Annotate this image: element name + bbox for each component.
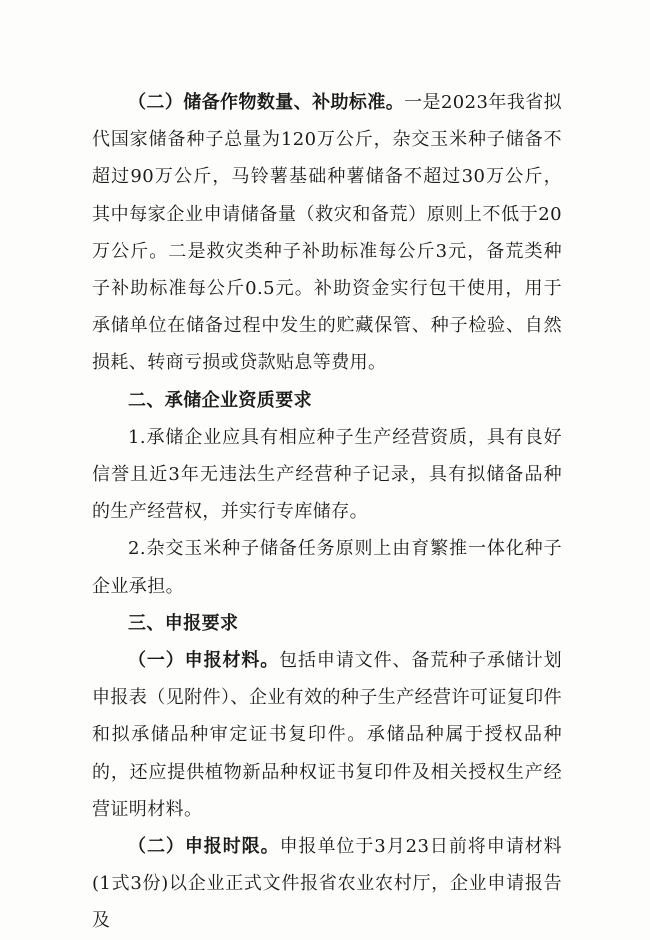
- paragraph-text: 一是2023年我省拟代国家储备种子总量为120万公斤，杂交玉米种子储备不超过90万公斤，马铃薯基础种薯储备不超过30万公斤，其中每家企业申请储备量（救灾和备荒）原则上不低于20万公斤。二是救灾类种子补助标准每公斤3元，备荒类种子补助标准每公斤0.5元。补助资金实行包干使用，用于承储单位在储备过程中发生的贮藏保管、种子检验、自然损耗、转商亏损或贷款贴息等费用。: [92, 92, 563, 374]
- document-body: [92, 84, 562, 940]
- paragraph-lead: （二）储备作物数量、补助标准。: [128, 92, 405, 113]
- paragraph-application-deadline: [92, 828, 562, 940]
- paragraph-lead: （二）申报时限。: [128, 836, 280, 858]
- paragraph-qualification-2: 2.杂交玉米种子储备任务原则上由育繁推一体化种子企业承担。: [92, 538, 562, 597]
- paragraph-text: 申报单位于3月23日前将申请材料(1式3份)以企业正式文件报省农业农村厅，企业申请报告及: [92, 836, 562, 932]
- paragraph-reserve-quantity: [92, 84, 562, 382]
- paragraph-lead: （一）申报材料。: [128, 650, 280, 672]
- paragraph-application-materials: [92, 642, 562, 828]
- paragraph-qualification-1: 1.承储企业应具有相应种子生产经营资质，具有良好信誉且近3年无违法生产经营种子记录，具有拟储备品种的生产经营权，并实行专库储存。: [92, 426, 562, 523]
- paragraph-text: 包括申请文件、备荒种子承储计划申报表（见附件）、企业有效的种子生产经营许可证复印件和拟承储品种审定证书复印件。承储品种属于授权品种的，还应提供植物新品种权证书复印件及相关授权生产经营证明材料。: [92, 650, 563, 820]
- section-heading-application: 三、申报要求: [128, 612, 239, 634]
- section-heading-qualification: 二、承储企业资质要求: [128, 389, 312, 411]
